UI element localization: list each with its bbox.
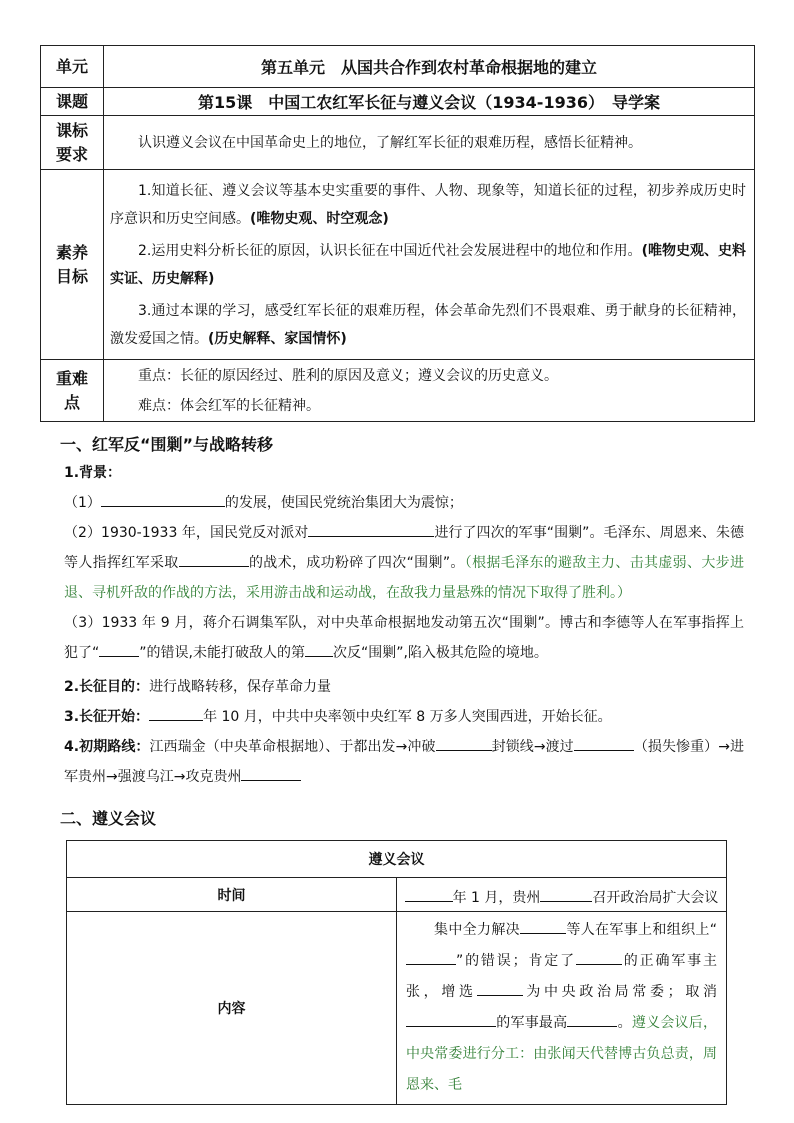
goals-cell (104, 170, 755, 360)
blank-8[interactable] (574, 732, 634, 751)
standard-label: 课标要求 (41, 116, 104, 170)
standard-cell (104, 116, 755, 170)
goal-3: 3.通过本课的学习，感受红军长征的艰难历程，体会革命先烈们不畏艰难、勇于献身的长征精神，激发爱国之情。(历史解释、家国情怀) (110, 302, 746, 347)
blank-3[interactable] (179, 548, 249, 567)
blank-13[interactable] (406, 946, 456, 965)
long-march-purpose: 2.长征目的：进行战略转移，保存革命力量 (64, 679, 332, 695)
section-2-heading: 二、遵义会议 (60, 809, 157, 828)
time-label: 时间 (67, 878, 397, 912)
goal-2-tag: (唯物史观、史料实证、历史解释) (110, 242, 746, 287)
worksheet-page (40, 45, 755, 1105)
blank-1[interactable] (101, 488, 225, 507)
blank-15[interactable] (477, 977, 523, 996)
content-note: 遵义会议后，中央常委进行分工：由张闻天代替博古负总责，周恩来、毛 (406, 1015, 718, 1093)
lesson-title: 第15课 中国工农红军长征与遵义会议（1934-1936） 导学案 (104, 88, 755, 116)
goal-1: 1.知道长征、遵义会议等基本史实重要的事件、人物、现象等，知道长征的过程，初步养成历史时序意识和历史空间感。(唯物史观、时空观念) (110, 182, 746, 227)
blank-12[interactable] (520, 915, 566, 934)
blank-7[interactable] (436, 732, 492, 751)
key-label: 重难点 (41, 360, 104, 422)
goal-3-tag: (历史解释、家国情怀) (208, 330, 347, 347)
difficult-point: 难点：体会红军的长征精神。 (138, 397, 320, 414)
background-item-1: （1） 的发展，使国民党统治集团大为震惊； (64, 488, 744, 518)
content-text: 集中全力解决 等人在军事上和组织上“”的错误；肯定了 的正确军事主张，增选 为中央政治局常委；取消的军事最高 。遵义会议后，中央常委进行分工：由张闻天代替博古负总责，周恩来、毛 (398, 913, 725, 1103)
content-cell (397, 912, 727, 1105)
section-1-heading: 一、红军反“围剿”与战略转移 (60, 435, 274, 454)
blank-6[interactable] (149, 702, 203, 721)
goals-label: 素养目标 (41, 170, 104, 360)
blank-16[interactable] (406, 1008, 496, 1027)
content-label: 内容 (67, 912, 397, 1105)
long-march-start: 3.长征开始： 年 10 月，中共中央率领中央红军 8 万多人突围西进，开始长征。 (64, 702, 744, 732)
time-cell: 年 1 月，贵州 召开政治局扩大会议 (397, 878, 727, 912)
goal-2: 2.运用史料分析长征的原因，认识长征在中国近代社会发展进程中的地位和作用。(唯物史观、史料实证、历史解释) (110, 242, 746, 287)
blank-9[interactable] (241, 762, 301, 781)
early-route: 4.初期路线：江西瑞金（中央革命根据地）、于都出发→冲破 封锁线→渡过 （损失惨重）→进军贵州→强渡乌江→攻克贵州 (64, 732, 744, 792)
background-note: （根据毛泽东的避敌主力、击其虚弱、大步进退、寻机歼敌的作战的方法，采用游击战和运动战，在敌我力量悬殊的情况下取得了胜利。） (64, 555, 745, 601)
key-point: 重点：长征的原因经过、胜利的原因及意义；遵义会议的历史意义。 (138, 367, 558, 384)
zunyi-table (66, 840, 727, 1105)
unit-title: 第五单元 从国共合作到农村革命根据地的建立 (104, 46, 755, 88)
blank-17[interactable] (567, 1008, 617, 1027)
background-item-3: （3）1933 年 9 月，蒋介石调集军队，对中央革命根据地发动第五次“围剿”。博古和李德等人在军事指挥上犯了“ ”的错误,未能打破敌人的第 次反“围剿”,陷入极其危险的境地。 (64, 615, 744, 661)
goal-1-tag: (唯物史观、时空观念) (250, 210, 389, 227)
blank-2[interactable] (308, 518, 434, 537)
blank-14[interactable] (576, 946, 622, 965)
blank-11[interactable] (540, 883, 592, 902)
unit-label: 单元 (41, 46, 104, 88)
blank-10[interactable] (405, 883, 453, 902)
standard-text: 认识遵义会议在中国革命史上的地位，了解红军长征的艰难历程，感悟长征精神。 (138, 134, 642, 151)
zunyi-table-title: 遵义会议 (67, 841, 727, 878)
background-label: 1.背景： (64, 465, 122, 481)
lesson-label: 课题 (41, 88, 104, 116)
blank-4[interactable] (99, 638, 139, 657)
background-item-2: （2）1930-1933 年，国民党反对派对 进行了四次的军事“围剿”。毛泽东、周恩来、朱德等人指挥红军采取 的战术，成功粉碎了四次“围剿”。（根据毛泽东的避敌主力、击其虚弱、大步进退、寻机歼敌的作战的方法，采用游击战和运动战，在敌我力量悬殊的情况下取得了胜利。） (64, 518, 744, 608)
key-cell (104, 360, 755, 422)
blank-5[interactable] (305, 638, 333, 657)
lesson-info-table (40, 45, 755, 422)
